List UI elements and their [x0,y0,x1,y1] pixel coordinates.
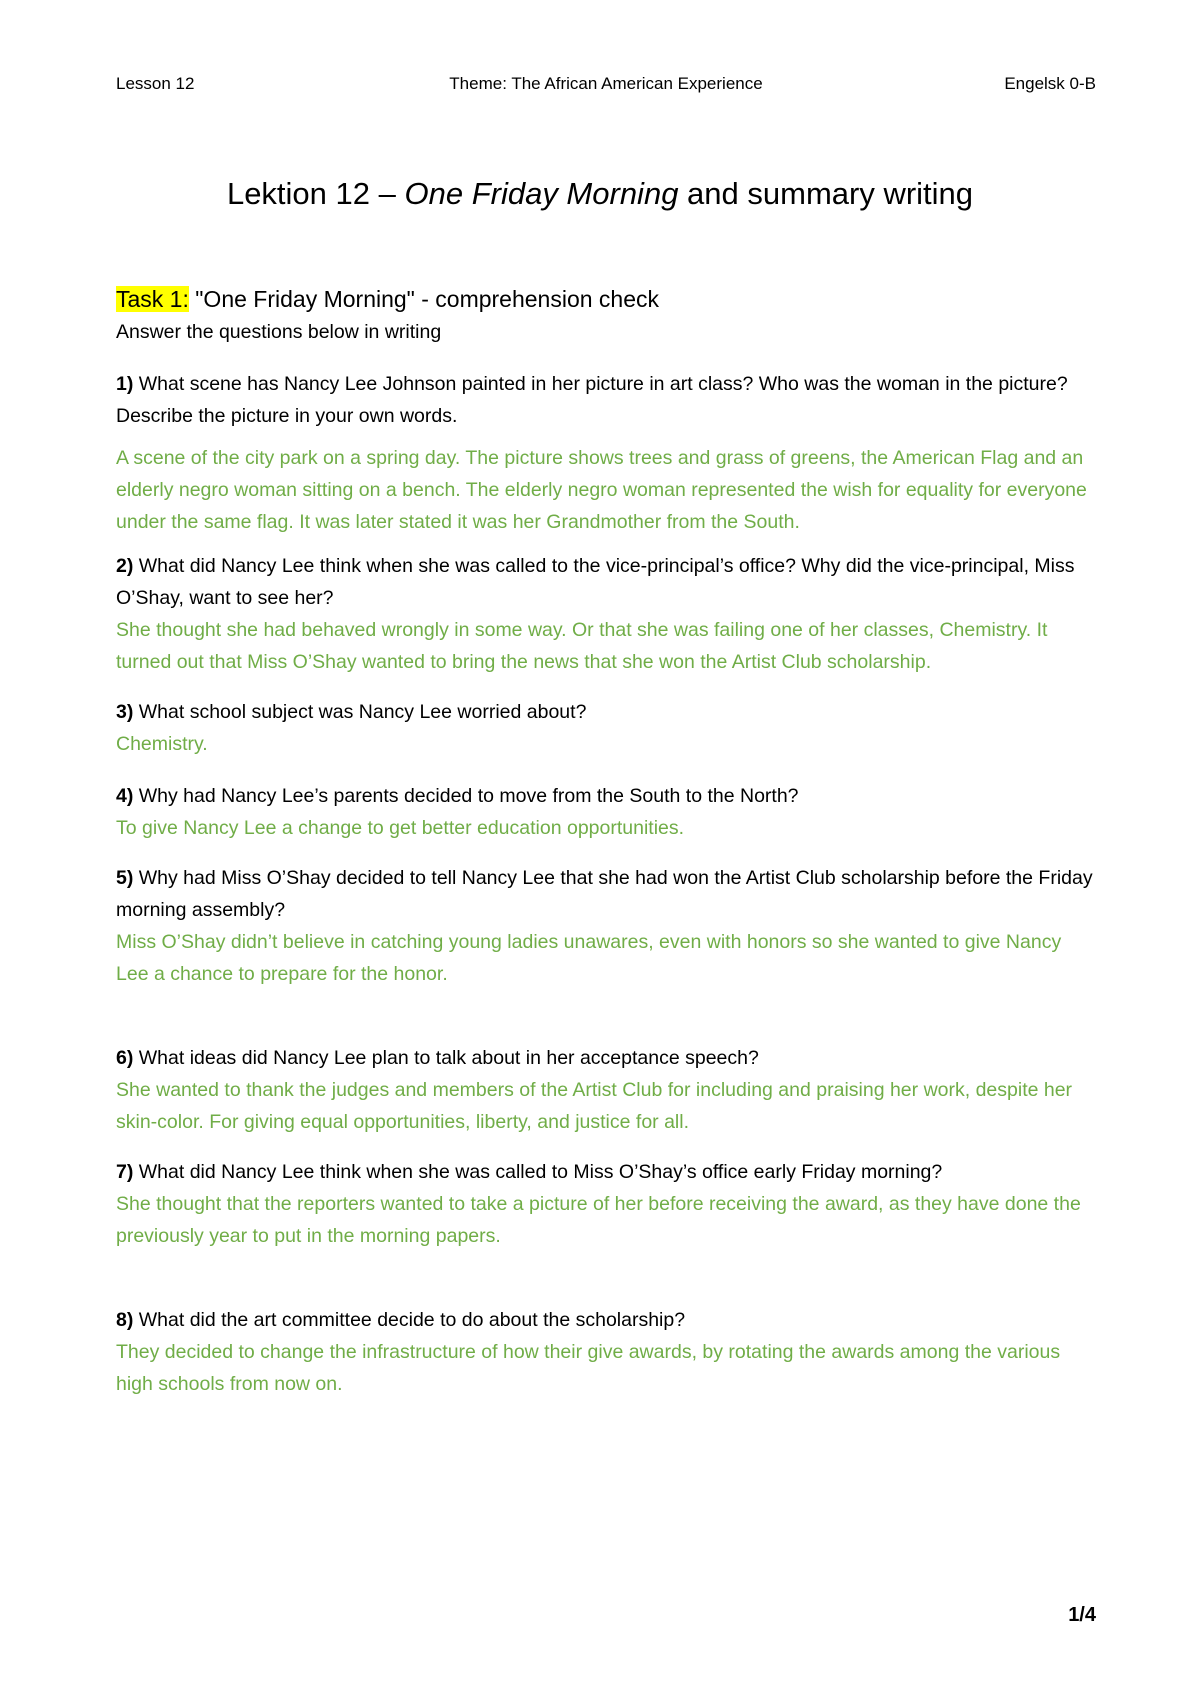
qa-block-2 [116,550,1096,678]
title-suffix: and summary writing [678,176,974,211]
question-text: What did Nancy Lee think when she was called to Miss O’Shay’s office early Friday morning? [133,1161,943,1183]
question-text: What school subject was Nancy Lee worried about? [133,701,587,723]
task-heading [116,282,1096,316]
answer: She wanted to thank the judges and members of the Artist Club for including and praising her work, despite her skin-color. For giving equal opportunities, liberty, and justice for all. [116,1079,1073,1133]
page-number: 1/4 [1068,1604,1096,1626]
question [116,780,1096,812]
question [116,696,1096,728]
question-text: What scene has Nancy Lee Johnson painted in her picture in art class? Who was the woman in the picture? Describe the picture in your own words. [116,373,1068,427]
task-label: Task 1: [116,286,189,312]
answer: To give Nancy Lee a change to get better education opportunities. [116,817,685,839]
question-text: What did Nancy Lee think when she was called to the vice-principal’s office? Why did the vice-principal, Miss O’Shay, want to see her? [116,555,1075,609]
question [116,862,1096,926]
qa-block-1 [116,368,1096,538]
question-text: What did the art committee decide to do about the scholarship? [133,1309,686,1331]
question-number: 8) [116,1309,134,1331]
question [116,1304,1096,1336]
answer: Miss O’Shay didn’t believe in catching young ladies unawares, even with honors so she wanted to give Nancy Lee a chance to prepare for the honor. [116,931,1062,985]
question-text: What ideas did Nancy Lee plan to talk about in her acceptance speech? [133,1047,759,1069]
header-course: Engelsk 0-B [1004,74,1096,93]
qa-block-5 [116,862,1096,990]
question-text: Why had Miss O’Shay decided to tell Nancy Lee that she had won the Artist Club scholarship before the Friday morning assembly? [116,867,1093,921]
question-number: 7) [116,1161,134,1183]
question [116,1042,1096,1074]
qa-block-4 [116,780,1096,844]
qa-block-7 [116,1156,1096,1252]
question-number: 5) [116,867,134,889]
qa-block-6 [116,1042,1096,1138]
title-italic: One Friday Morning [404,176,679,211]
document-body [116,282,1096,1400]
qa-block-8 [116,1304,1096,1400]
question-number: 6) [116,1047,134,1069]
page-title [0,176,1200,212]
page-header [116,74,1096,98]
question-number: 1) [116,373,134,395]
task-heading-text: "One Friday Morning" - comprehension check [188,286,660,312]
qa-block-3 [116,696,1096,760]
answer: She thought she had behaved wrongly in some way. Or that she was failing one of her classes, Chemistry. It turned out that Miss O’Shay wanted to bring the news that she won the Artist Club scholarship. [116,619,1048,673]
question [116,368,1096,432]
question-number: 2) [116,555,134,577]
header-theme: Theme: The African American Experience [449,74,763,93]
question-number: 4) [116,785,134,807]
answer: A scene of the city park on a spring day. The picture shows trees and grass of greens, the American Flag and an elderly negro woman sitting on a bench. The elderly negro woman represented the wish for equality for everyone under the same flag. It was later stated it was her Grandmother from the South. [116,447,1087,533]
header-lesson: Lesson 12 [116,74,195,93]
question [116,1156,1096,1188]
task-instructions: Answer the questions below in writing [116,321,442,343]
answer: They decided to change the infrastructure of how their give awards, by rotating the awards among the various high schools from now on. [116,1341,1061,1395]
title-prefix: Lektion 12 – [226,176,405,211]
answer: She thought that the reporters wanted to take a picture of her before receiving the award, as they have done the previously year to put in the morning papers. [116,1193,1081,1247]
question-text: Why had Nancy Lee’s parents decided to move from the South to the North? [133,785,799,807]
question-number: 3) [116,701,134,723]
question [116,550,1096,614]
answer: Chemistry. [116,733,208,755]
